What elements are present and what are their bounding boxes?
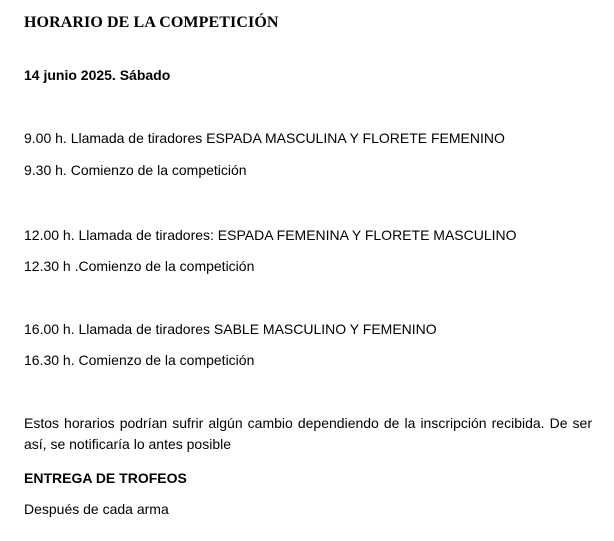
schedule-item: 9.00 h. Llamada de tiradores ESPADA MASCULINA Y FLORETE FEMENINO: [24, 130, 505, 146]
schedule-item: 12.30 h .Comienzo de la competición: [24, 258, 255, 274]
schedule-item: 16.00 h. Llamada de tiradores SABLE MASCULINO Y FEMENINO: [24, 321, 437, 337]
page-title: HORARIO DE LA COMPETICIÓN: [24, 14, 279, 31]
schedule-note: Estos horarios podrían sufrir algún cambio dependiendo de la inscripción recibida. De ser así, se notificaría lo antes posible: [24, 415, 592, 452]
schedule-item: 12.00 h. Llamada de tiradores: ESPADA FEMENINA Y FLORETE MASCULINO: [24, 227, 517, 243]
trophies-text: Después de cada arma: [24, 501, 169, 517]
trophies-heading: ENTREGA DE TROFEOS: [24, 470, 187, 486]
schedule-item: 16.30 h. Comienzo de la competición: [24, 352, 255, 368]
schedule-item: 9.30 h. Comienzo de la competición: [24, 162, 247, 178]
competition-date: 14 junio 2025. Sábado: [24, 67, 171, 83]
